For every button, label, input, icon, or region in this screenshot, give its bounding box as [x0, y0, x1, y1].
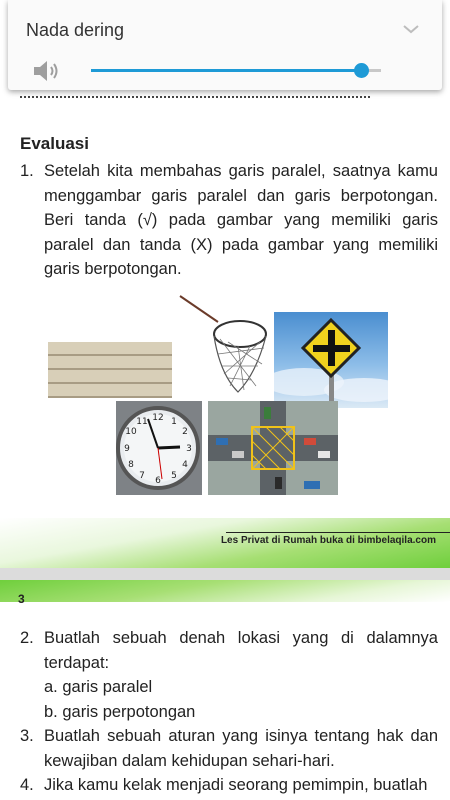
- volume-slider[interactable]: [91, 69, 381, 72]
- list-item: [20, 724, 438, 773]
- svg-text:10: 10: [125, 427, 137, 437]
- question-list: [20, 626, 438, 798]
- page-header-band: [0, 580, 450, 602]
- svg-text:2: 2: [182, 427, 188, 437]
- svg-text:9: 9: [124, 444, 130, 454]
- svg-text:8: 8: [128, 460, 134, 470]
- svg-text:7: 7: [139, 471, 145, 481]
- fishing-net-image: [178, 294, 268, 394]
- page-number: 3: [18, 592, 25, 606]
- chevron-down-icon[interactable]: [402, 20, 420, 38]
- section-title: Evaluasi: [20, 134, 89, 153]
- item-text: Jika kamu kelak menjadi seorang pemimpin, buatlah: [44, 776, 428, 794]
- volume-slider-fill: [91, 69, 361, 72]
- question-1: [20, 159, 438, 282]
- crossroad-sign-image: [274, 312, 388, 408]
- svg-text:6: 6: [155, 476, 161, 486]
- wood-planks-image: [48, 342, 172, 398]
- volume-slider-thumb[interactable]: [354, 63, 369, 78]
- clock-image: [116, 401, 202, 495]
- page-separator: [0, 568, 450, 580]
- list-item: [20, 626, 438, 724]
- footer-text: Les Privat di Rumah buka di bimbelaqila.com: [220, 535, 436, 546]
- item-text: Buatlah sebuah aturan yang isinya tentang hak dan kewajiban dalam kehidupan sehari-hari.: [44, 727, 438, 770]
- footer-line: [226, 532, 450, 533]
- sub-item: b. garis perpotongan: [44, 702, 196, 721]
- intersection-image: [208, 401, 338, 495]
- sub-item: a. garis paralel: [44, 678, 153, 696]
- volume-panel-title: Nada dering: [26, 20, 125, 40]
- item-text: Buatlah sebuah denah lokasi yang di dalamnya terdapat:: [44, 629, 438, 672]
- svg-text:11: 11: [136, 417, 148, 427]
- svg-text:4: 4: [182, 460, 188, 470]
- item-number: 2.: [20, 629, 34, 647]
- list-item: [20, 773, 438, 798]
- speaker-icon[interactable]: [32, 58, 62, 84]
- item-number: 4.: [20, 776, 34, 794]
- question-text: Setelah kita membahas garis paralel, saatnya kamu menggambar garis paralel dan garis berpotongan. Beri tanda (√) pada gambar yang memiliki garis paralel dan tanda (X) pada gambar yang memiliki garis berpotongan.: [44, 162, 438, 278]
- svg-text:1: 1: [171, 417, 177, 427]
- item-number: 3.: [20, 727, 34, 745]
- question-number: 1.: [20, 162, 34, 180]
- svg-text:5: 5: [171, 471, 177, 481]
- volume-panel: [8, 0, 442, 90]
- svg-text:3: 3: [186, 444, 192, 454]
- svg-text:12: 12: [152, 413, 164, 423]
